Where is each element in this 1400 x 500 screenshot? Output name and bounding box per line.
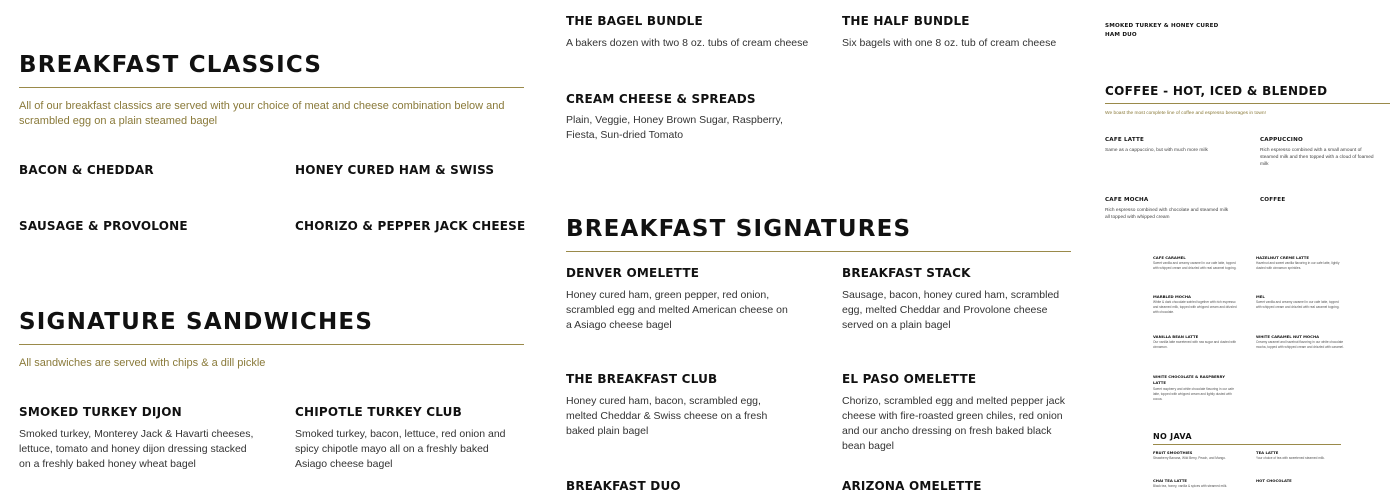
no-java-title: NO JAVA xyxy=(1153,432,1192,441)
menu-item-desc: Hazelnut and sweet vanilla flavoring in our cafe latte, lightly dusted with cinnamon sprinkles. xyxy=(1256,261,1340,270)
menu-item-desc: Rich espresso combined with a small amount of steamed milk and then topped with a cloud of foamed milk xyxy=(1260,148,1374,167)
divider xyxy=(19,87,524,88)
menu-item-desc: White & dark chocolate swirled together with rich espresso and steamed milk, topped with whipped cream and drizzled with chocolate. xyxy=(1153,300,1237,314)
menu-item-ham-swiss: HONEY CURED HAM & SWISS xyxy=(295,163,495,177)
divider xyxy=(1153,444,1341,445)
menu-item-mel: MEL xyxy=(1256,294,1265,299)
menu-item-desc: Black tea, honey, vanilla & spices with steamed milk. xyxy=(1153,484,1228,488)
menu-item-vanilla-bean-latte: VANILLA BEAN LATTE xyxy=(1153,334,1199,339)
menu-item-cafe-mocha: CAFE MOCHA xyxy=(1105,197,1149,203)
menu-item-chipotle-turkey-club: CHIPOTLE TURKEY CLUB xyxy=(295,405,462,419)
menu-item-cappuccino: CAPPUCCINO xyxy=(1260,137,1303,143)
menu-item-desc: Sweet vanilla and creamy caramel in our cafe latte, topped with whipped cream and drizzled with real caramel topping. xyxy=(1153,261,1237,270)
coffee-title: COFFEE - HOT, ICED & BLENDED xyxy=(1105,84,1328,98)
breakfast-classics-note: All of our breakfast classics are served with your choice of meat and cheese combination below and scrambled egg on a plain steamed bagel xyxy=(19,100,505,127)
menu-item-marbled-mocha: MARBLED MOCHA xyxy=(1153,294,1191,299)
menu-item-hot-chocolate: HOT CHOCOLATE xyxy=(1256,478,1292,483)
breakfast-classics-title: BREAKFAST CLASSICS xyxy=(19,52,323,78)
menu-item-coffee: COFFEE xyxy=(1260,197,1286,203)
menu-item-desc: Our vanilla latte sweetened with raw sugar and dusted with cinnamon. xyxy=(1153,340,1237,349)
menu-item-desc: Six bagels with one 8 oz. tub of cream cheese xyxy=(842,37,1057,49)
signature-sandwiches-title: SIGNATURE SANDWICHES xyxy=(19,309,374,335)
menu-item-desc: Honey cured ham, bacon, scrambled egg, melted Cheddar & Swiss cheese on a fresh baked plain bagel xyxy=(566,395,768,437)
menu-item-sausage-provolone: SAUSAGE & PROVOLONE xyxy=(19,219,188,233)
menu-item-denver-omelette: DENVER OMELETTE xyxy=(566,266,700,280)
signature-sandwiches-note: All sandwiches are served with chips & a dill pickle xyxy=(19,357,266,369)
menu-item-fruit-smoothies: FRUIT SMOOTHIES xyxy=(1153,450,1193,455)
menu-item-cafe-latte: CAFE LATTE xyxy=(1105,137,1145,143)
menu-item-half-bundle: THE HALF BUNDLE xyxy=(842,14,970,28)
menu-item-desc: Plain, Veggie, Honey Brown Sugar, Raspberry, Fiesta, Sun-dried Tomato xyxy=(566,114,783,141)
menu-item-desc: Smoked turkey, Monterey Jack & Havarti cheeses, lettuce, tomato and honey dijon dressing stacked on a freshly baked honey wheat bagel xyxy=(19,428,254,470)
menu-item-white-chocolate-raspberry-latte: WHITE CHOCOLATE & RASPBERRY LATTE xyxy=(1153,374,1225,385)
menu-item-hazelnut-creme-latte: HAZELNUT CREME LATTE xyxy=(1256,255,1309,260)
menu-item-cafe-caramel: CAFE CARAMEL xyxy=(1153,255,1186,260)
menu-item-arizona-omelette: ARIZONA OMELETTE xyxy=(842,479,982,493)
menu-item-desc: Same as a cappuccino, but with much more milk xyxy=(1105,148,1208,153)
menu-item-breakfast-stack: BREAKFAST STACK xyxy=(842,266,971,280)
menu-item-chai-tea-latte: CHAI TEA LATTE xyxy=(1153,478,1188,483)
menu-item-desc: Rich espresso combined with chocolate and steamed milk all topped with whipped cream xyxy=(1105,208,1229,220)
menu-item-chorizo-pepper-jack: CHORIZO & PEPPER JACK CHEESE xyxy=(295,219,526,233)
menu-item-desc: Sweet vanilla and creamy caramel in our cafe latte, topped with whipped cream and drizzled with real caramel topping. xyxy=(1256,300,1340,309)
menu-item-breakfast-club: THE BREAKFAST CLUB xyxy=(566,372,718,386)
menu-item-desc: Strawberry Banana, Wild Berry, Peach, and Mango. xyxy=(1153,456,1226,460)
menu-item-duo: SMOKED TURKEY & HONEY CURED HAM DUO xyxy=(1105,23,1219,38)
menu-item-bacon-cheddar: BACON & CHEDDAR xyxy=(19,163,154,177)
menu-item-smoked-turkey-dijon: SMOKED TURKEY DIJON xyxy=(19,405,182,419)
menu-item-desc: Your choice of tea with sweetened steamed milk. xyxy=(1256,456,1325,460)
divider xyxy=(1105,103,1390,104)
menu-item-desc: Sweet raspberry and white chocolate flavoring in our cafe latte, topped with whipped cream and lightly dusted with cocoa. xyxy=(1153,387,1234,401)
menu-item-desc: A bakers dozen with two 8 oz. tubs of cream cheese xyxy=(566,37,809,49)
menu-item-el-paso-omelette: EL PASO OMELETTE xyxy=(842,372,977,386)
menu-item-cream-cheese-spreads: CREAM CHEESE & SPREADS xyxy=(566,92,756,106)
breakfast-signatures-title: BREAKFAST SIGNATURES xyxy=(566,216,912,242)
divider xyxy=(566,251,1071,252)
menu-item-desc: Sausage, bacon, honey cured ham, scrambled egg, melted Cheddar and Provolone cheese served on a plain bagel xyxy=(842,289,1060,331)
menu-item-desc: Creamy caramel and hazelnut flavoring in our white chocolate mocha, topped with whipped cream and drizzled with caramel. xyxy=(1256,340,1344,349)
menu-item-desc: Chorizo, scrambled egg and melted pepper jack cheese with fire-roasted green chiles, red onion and our ancho dressing on fresh baked black bean bagel xyxy=(842,395,1065,452)
coffee-note: We boast the most complete line of coffee and espresso beverages in town! xyxy=(1105,111,1266,116)
menu-item-white-caramel-nut-mocha: WHITE CARAMEL NUT MOCHA xyxy=(1256,334,1320,339)
menu-item-tea-latte: TEA LATTE xyxy=(1256,450,1279,455)
menu-item-bagel-bundle: THE BAGEL BUNDLE xyxy=(566,14,703,28)
divider xyxy=(19,344,524,345)
menu-item-desc: Smoked turkey, bacon, lettuce, red onion and spicy chipotle mayo all on a freshly baked Asiago cheese bagel xyxy=(295,428,506,470)
menu-item-desc: Honey cured ham, green pepper, red onion, scrambled egg and melted American cheese on a Asiago cheese bagel xyxy=(566,289,788,331)
menu-item-breakfast-duo: BREAKFAST DUO xyxy=(566,479,681,493)
